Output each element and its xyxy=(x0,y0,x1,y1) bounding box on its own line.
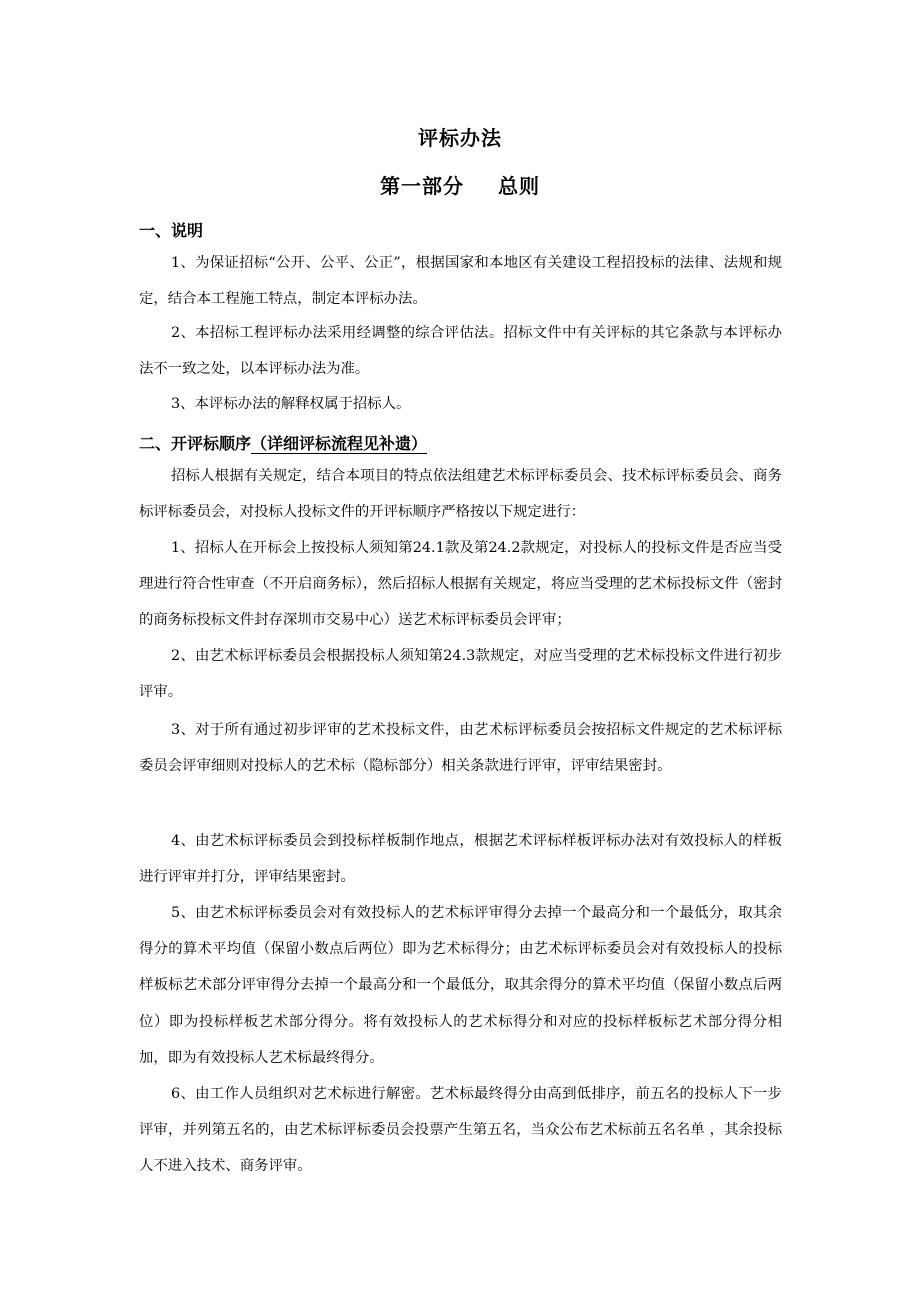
paragraph: 1、招标人在开标会上按投标人须知第24.1款及第24.2款规定，对投标人的投标文件是否应当受理进行符合性审查（不开启商务标），然后招标人根据有关规定，将应当受理的艺术标投标文件（密封的商务标投标文件封存深圳市交易中心）送艺术标评标委员会评审； xyxy=(139,540,782,629)
paragraph: 6、由工作人员组织对艺术标进行解密。艺术标最终得分由高到低排序，前五名的投标人下一步评审，并列第五名的，由艺术标评标委员会投票产生第五名，当众公布艺术标前五名名单 ，其余投标人不进入技术、商务评审。 xyxy=(139,1086,782,1175)
section-heading-explanation: 一、说明 xyxy=(139,221,204,240)
section-heading-order-label: 二、开评标顺序 xyxy=(139,434,252,453)
paragraph: 5、由艺术标评标委员会对有效投标人的艺术标评审得分去掉一个最高分和一个最低分，取其余得分的算术平均值（保留小数点后两位）即为艺术标得分；由艺术标评标委员会对有效投标人的投标样板标艺术部分评审得分去掉一个最高分和一个最低分，取其余得分的算术平均值（保留小数点后两位）即为投标样板艺术部分得分。将有效投标人的艺术标得分和对应的投标样板标艺术部分得分相加，即为有效投标人艺术标最终得分。 xyxy=(139,905,782,1066)
document-title: 评标办法 xyxy=(418,126,502,150)
paragraph: 3、本评标办法的解释权属于招标人。 xyxy=(171,396,411,412)
section-heading-order-note: （详细评标流程见补遗） xyxy=(251,434,428,453)
part-label: 第一部分 xyxy=(380,174,464,198)
part-name: 总则 xyxy=(498,174,540,198)
paragraph: 2、由艺术标评标委员会根据投标人须知第24.3款规定，对应当受理的艺术标投标文件进行初步评审。 xyxy=(139,648,782,701)
part-title xyxy=(0,170,920,199)
paragraph: 2、本招标工程评标办法采用经调整的综合评估法。招标文件中有关评标的其它条款与本评标办法不一致之处，以本评标办法为准。 xyxy=(139,325,782,378)
paragraph: 3、对于所有通过初步评审的艺术投标文件，由艺术标评标委员会按招标文件规定的艺术标评标委员会评审细则对投标人的艺术标（隐标部分）相关条款进行评审，评审结果密封。 xyxy=(139,722,782,775)
section-heading-order xyxy=(139,431,427,454)
paragraph: 招标人根据有关规定，结合本项目的特点依法组建艺术标评标委员会、技术标评标委员会、商务标评标委员会，对投标人投标文件的开评标顺序严格按以下规定进行： xyxy=(139,468,782,521)
paragraph: 1、为保证招标“公开、公平、公正”，根据国家和本地区有关建设工程招投标的法律、法规和规定，结合本工程施工特点，制定本评标办法。 xyxy=(139,255,782,308)
paragraph: 4、由艺术标评标委员会到投标样板制作地点，根据艺术评标样板评标办法对有效投标人的样板进行评审并打分，评审结果密封。 xyxy=(139,833,782,886)
